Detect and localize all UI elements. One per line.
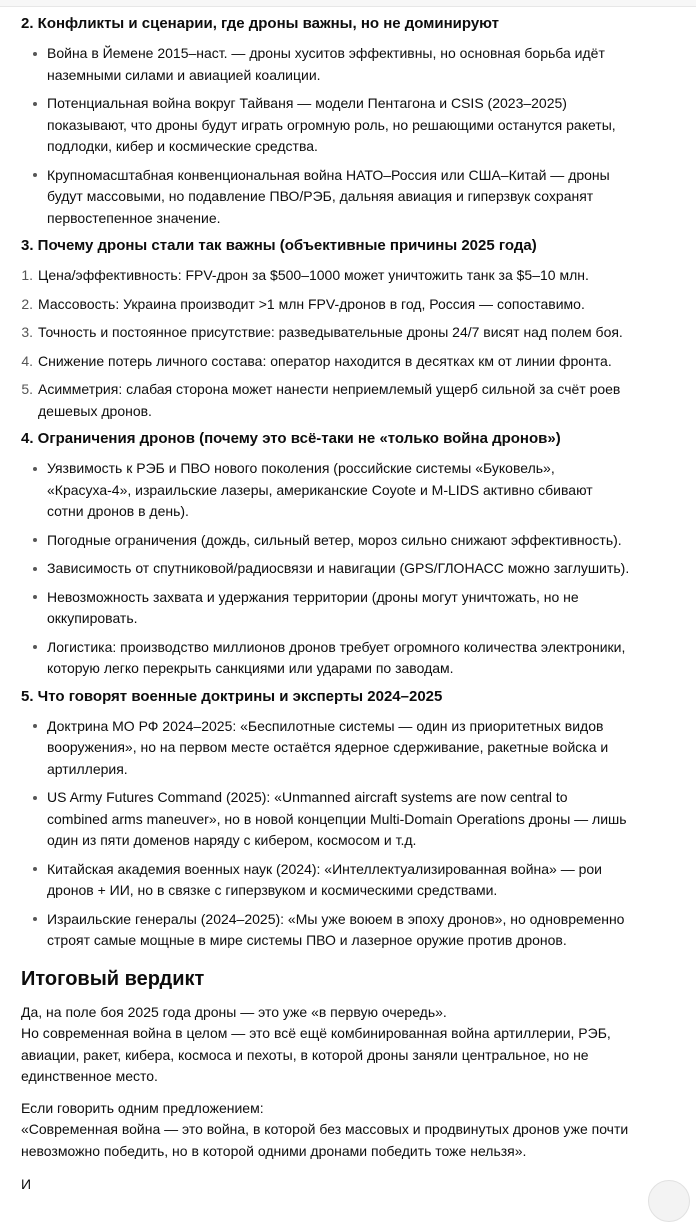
list-item [21,93,678,158]
assistant-message [0,7,696,1196]
list-item-text: Китайская академия военных наук (2024): «Интеллектуализированная война» — рои дронов + ИИ, но в связке с гиперзвуком и космическими средствами. [47,860,603,898]
list-item-text: Точность и постоянное присутствие: разведывательные дроны 24/7 висят над полем боя. [38,324,623,340]
section-heading-5: 5. Что говорят военные доктрины и эксперты 2024–2025 [21,687,443,705]
paragraph-line: Но современная война в целом — это всё ещё комбинированная война артиллерии, РЭБ, авиации, ракет, кибера, космоса и пехоты, в которой дроны заняли центральное, но не единственное место. [21,1025,611,1084]
section-2-bullet-list [21,43,678,229]
list-item [21,637,678,680]
list-item-text: Погодные ограничения (дождь, сильный ветер, мороз сильно снижают эффективность). [47,531,622,548]
section-heading-4: 4. Ограничения дронов (почему это всё-таки не «только война дронов») [21,430,561,447]
list-item-text: Зависимость от спутниковой/радиосвязи и навигации (GPS/ГЛОНАСС можно заглушить). [47,560,630,576]
list-item [21,909,678,952]
list-item-text: Израильские генералы (2024–2025): «Мы уже воюем в эпоху дронов», но одновременно строят самые мощные в мире системы ПВО и лазерное оружие против дронов. [47,910,625,948]
list-item-text: Асимметрия: слабая сторона может нанести неприемлемый ущерб сильной за счёт роев дешевых дронов. [38,381,621,419]
bullet-marker [33,917,37,921]
list-item [21,322,678,344]
list-item [21,165,678,230]
bullet-marker [33,595,37,599]
top-bar-edge [0,0,696,7]
verdict-paragraph-1 [21,1002,641,1088]
list-item-text: Уязвимость к РЭБ и ПВО нового поколения (российские системы «Буковель», «Красуха-4», израильские лазеры, американские Coyote и M-LIDS активно сбивают сотни дронов в день). [47,460,593,519]
bullet-marker [33,796,37,800]
section-4-bullet-list [21,458,678,680]
list-item [21,43,678,86]
bullet-marker [33,52,37,56]
paragraph-line: Если говорить одним предложением: [21,1099,264,1116]
list-item [21,379,678,422]
list-item-text: US Army Futures Command (2025): «Unmanned aircraft systems are now central to combined arms maneuver», но в новой концепции Multi-Domain Operations дроны — лишь один из пяти доменов наряду с кибером, космосом и т.д. [47,789,627,848]
bullet-marker [33,567,37,571]
paragraph-line: Да, на поле боя 2025 года дроны — это уже «в первую очередь». [21,1003,447,1020]
list-item-text: Война в Йемене 2015–наст. — дроны хуситов эффективны, но основная борьба идёт наземными силами и авиацией коалиции. [47,45,605,83]
list-item-text: Цена/эффективность: FPV-дрон за $500–1000 может уничтожить танк за $5–10 млн. [38,267,589,283]
list-item [21,787,678,852]
list-item-text: Потенциальная война вокруг Тайваня — модели Пентагона и CSIS (2023–2025) показывают, что дроны будут играть огромную роль, но решающими останутся ракеты, подлодки, кибер и космические средства. [47,95,616,154]
list-item [21,294,678,316]
list-item-text: Логистика: производство миллионов дронов требует огромного количества электроники, которую легко перекрыть санкциями или ударами по заводам. [47,638,626,676]
list-item-text: Невозможность захвата и удержания территории (дроны могут уничтожать, но не оккупировать. [47,588,579,626]
bullet-marker [33,645,37,649]
section-5-bullet-list [21,716,678,952]
bullet-marker [33,102,37,106]
list-item-text: Снижение потерь личного состава: оператор находится в десятках км от линии фронта. [38,352,612,369]
list-item [21,716,678,781]
section-3-numbered-list [21,265,678,422]
verdict-heading: Итоговый вердикт [21,967,205,990]
scroll-to-bottom-button[interactable] [648,1180,690,1222]
section-heading-3: 3. Почему дроны стали так важны (объективные причины 2025 года) [21,237,537,254]
list-item-text: Крупномасштабная конвенциональная война НАТО–Россия или США–Китай — дроны будут массовыми, но подавление ПВО/РЭБ, дальняя авиация и гиперзвук сохранят первостепенное значение. [47,166,610,226]
list-item [21,859,678,902]
list-item [21,587,678,630]
bullet-marker [33,724,37,728]
list-number: 4. [21,352,33,369]
bullet-marker [33,538,37,542]
list-item [21,458,678,523]
list-item [21,530,678,552]
section-heading-2: 2. Конфликты и сценарии, где дроны важны, но не доминируют [21,15,499,32]
list-item-text: Массовость: Украина производит >1 млн FPV-дронов в год, Россия — сопоставимо. [38,295,585,312]
list-number: 2. [21,295,33,312]
list-item [21,351,678,373]
bullet-marker [33,173,37,177]
list-number: 3. [21,324,33,340]
list-item-text: Доктрина МО РФ 2024–2025: «Беспилотные системы — один из приоритетных видов вооружения», но на первом месте остаётся ядерное сдерживание, ракетные войска и артиллерия. [47,717,609,777]
bullet-marker [33,867,37,871]
list-item [21,265,678,287]
bullet-marker [33,467,37,471]
verdict-paragraph-2 [21,1098,641,1163]
list-item [21,558,678,580]
list-number: 1. [21,267,33,283]
cut-off-paragraph: И [21,1176,32,1192]
list-number: 5. [21,381,33,397]
paragraph-line: «Современная война — это война, в которой без массовых и продвинутых дронов уже почти невозможно победить, но в которой одними дронами победить тоже нельзя». [21,1121,629,1159]
